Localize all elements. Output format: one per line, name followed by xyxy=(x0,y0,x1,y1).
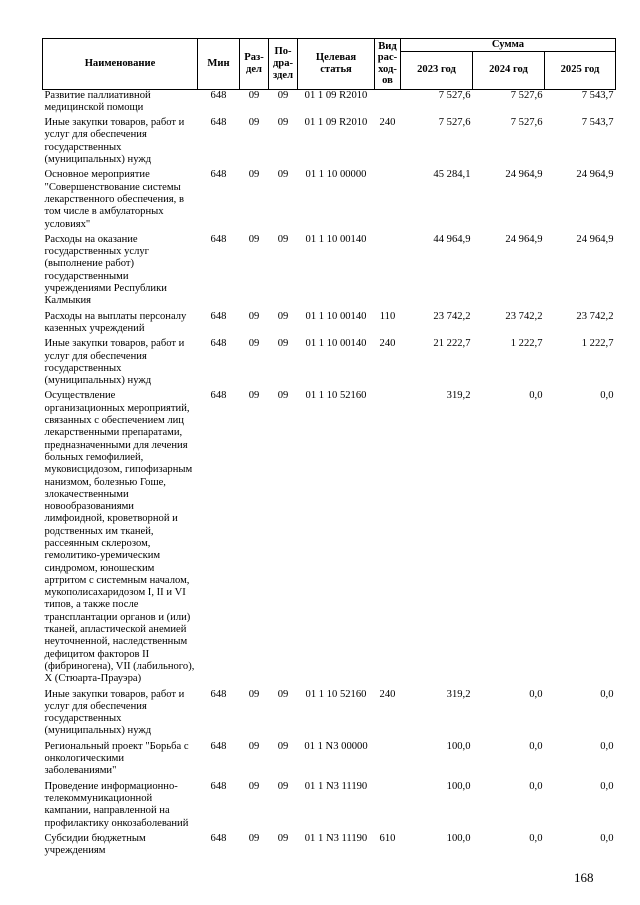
cell-2025: 23 742,2 xyxy=(576,310,614,322)
cell-2024: 1 222,7 xyxy=(510,338,543,350)
cell-vid: 610 xyxy=(379,832,396,844)
cell-article: 01 1 09 R2010 xyxy=(304,89,368,101)
cell-razdel: 09 xyxy=(248,89,260,101)
cell-min: 648 xyxy=(210,233,227,245)
cell-2025: 0,0 xyxy=(600,832,614,844)
cell-podrazdel: 09 xyxy=(277,688,289,700)
table-row xyxy=(43,833,616,861)
cell-razdel: 09 xyxy=(248,169,260,181)
table-body xyxy=(43,89,616,860)
cell-podrazdel: 09 xyxy=(277,740,289,752)
cell-min: 648 xyxy=(210,338,227,350)
cell-name: Иные закупки товаров, работ и услуг для обеспечения государственных (муниципальных) нужд xyxy=(44,117,185,166)
cell-name: Расходы на оказание государственных услуг (выполнение работ) государственными учреждениями Республики Калмыкия xyxy=(44,233,167,307)
cell-2024: 0,0 xyxy=(529,740,543,752)
cell-min: 648 xyxy=(210,117,227,129)
cell-min: 648 xyxy=(210,740,227,752)
cell-vid: 240 xyxy=(379,338,396,350)
cell-razdel: 09 xyxy=(248,338,260,350)
table-row xyxy=(43,234,616,311)
cell-podrazdel: 09 xyxy=(277,310,289,322)
header-year-2024: 2024 год xyxy=(473,51,545,89)
cell-name: Проведение информационно-телекоммуникационной кампании, направленной на профилактику онкозаболеваний xyxy=(44,780,189,829)
header-year-2023: 2023 год xyxy=(401,51,473,89)
header-year-2025: 2025 год xyxy=(545,51,616,89)
cell-2025: 7 543,7 xyxy=(581,117,614,129)
cell-vid xyxy=(375,89,401,117)
cell-name: Региональный проект "Борьба с онкологическими заболеваниями" xyxy=(44,740,189,777)
cell-2023: 21 222,7 xyxy=(433,338,471,350)
cell-name: Расходы на выплаты персоналу казенных учреждений xyxy=(44,310,187,334)
cell-vid: 110 xyxy=(379,310,396,322)
cell-article: 01 1 10 00000 xyxy=(305,169,367,181)
cell-razdel: 09 xyxy=(248,117,260,129)
cell-2023: 44 964,9 xyxy=(433,233,471,245)
header-sum: Сумма xyxy=(401,39,616,52)
budget-table xyxy=(42,38,616,860)
table-row xyxy=(43,781,616,833)
cell-article: 01 1 09 R2010 xyxy=(304,117,368,129)
table-row xyxy=(43,390,616,688)
cell-2023: 100,0 xyxy=(446,832,471,844)
cell-2023: 100,0 xyxy=(446,780,471,792)
cell-name: Основное мероприятие "Совершенствование системы лекарственного обеспечения, в том числе в амбулаторных условиях" xyxy=(44,169,184,230)
table-row xyxy=(43,169,616,233)
header-vid: Вид расходов xyxy=(375,39,401,90)
cell-2023: 319,2 xyxy=(446,688,471,700)
cell-2024: 7 527,6 xyxy=(510,117,543,129)
cell-razdel: 09 xyxy=(248,780,260,792)
cell-podrazdel: 09 xyxy=(277,117,289,129)
cell-min: 648 xyxy=(210,169,227,181)
cell-2025: 1 222,7 xyxy=(581,338,614,350)
cell-min: 648 xyxy=(210,89,227,101)
cell-min: 648 xyxy=(210,390,227,402)
cell-vid xyxy=(375,169,401,233)
cell-article: 01 1 N3 11190 xyxy=(304,780,368,792)
cell-2025: 7 543,7 xyxy=(581,89,614,101)
table-row xyxy=(43,117,616,169)
cell-razdel: 09 xyxy=(248,310,260,322)
cell-razdel: 09 xyxy=(248,233,260,245)
cell-2024: 24 964,9 xyxy=(505,233,543,245)
table-row xyxy=(43,89,616,117)
table-row xyxy=(43,689,616,741)
cell-2024: 0,0 xyxy=(529,780,543,792)
cell-2025: 0,0 xyxy=(600,740,614,752)
cell-2025: 0,0 xyxy=(600,780,614,792)
header-razdel: Раздел xyxy=(240,39,269,90)
table-row xyxy=(43,741,616,781)
cell-razdel: 09 xyxy=(248,390,260,402)
cell-vid: 240 xyxy=(379,688,396,700)
cell-podrazdel: 09 xyxy=(277,233,289,245)
cell-2024: 0,0 xyxy=(529,832,543,844)
cell-article: 01 1 N3 11190 xyxy=(304,832,368,844)
cell-2025: 24 964,9 xyxy=(576,233,614,245)
cell-name: Иные закупки товаров, работ и услуг для обеспечения государственных (муниципальных) нужд xyxy=(44,338,185,387)
cell-name: Развитие паллиативной медицинской помощи xyxy=(44,89,151,113)
cell-name: Субсидии бюджетным учреждениям xyxy=(44,832,146,857)
cell-name: Осуществление организационных мероприятий, связанных с обеспечением лиц лекарственными препаратами, предназначенными для лечения больных гемофилией, муковисцидозом, гипофизарным нанизмом, болезнью Гоше, злокачественными новообразованиями лимфоидной, кроветворной и родственных им тканей, рассеянным склерозом, гемолитико-уремическим синдромом, юношеским артритом с системным началом, мукополисахаридозом I, II и VI типов, а также после трансплантации органов и (или) тканей, апластической анемией неуточненной, наследственным дефицитом факторов II (фибриногена), VII (лабильного), X (Стюарта-Прауэра) xyxy=(44,390,195,685)
header-name: Наименование xyxy=(43,39,198,90)
cell-2024: 0,0 xyxy=(529,390,543,402)
cell-article: 01 1 N3 00000 xyxy=(304,740,368,752)
cell-podrazdel: 09 xyxy=(277,89,289,101)
cell-razdel: 09 xyxy=(248,740,260,752)
cell-podrazdel: 09 xyxy=(277,390,289,402)
cell-article: 01 1 10 52160 xyxy=(305,688,367,700)
cell-min: 648 xyxy=(210,780,227,792)
cell-2025: 24 964,9 xyxy=(576,169,614,181)
table-header xyxy=(43,39,616,90)
cell-2025: 0,0 xyxy=(600,688,614,700)
cell-min: 648 xyxy=(210,688,227,700)
cell-podrazdel: 09 xyxy=(277,832,289,844)
table-row xyxy=(43,338,616,390)
cell-2023: 319,2 xyxy=(446,390,471,402)
cell-2024: 7 527,6 xyxy=(510,89,543,101)
cell-vid xyxy=(375,234,401,311)
cell-vid xyxy=(375,390,401,688)
cell-podrazdel: 09 xyxy=(277,169,289,181)
header-podrazdel: Подраздел xyxy=(269,39,298,90)
cell-2023: 23 742,2 xyxy=(433,310,471,322)
cell-razdel: 09 xyxy=(248,688,260,700)
header-min: Мин xyxy=(198,39,240,90)
cell-2023: 7 527,6 xyxy=(438,89,471,101)
cell-2024: 0,0 xyxy=(529,688,543,700)
cell-2023: 100,0 xyxy=(446,740,471,752)
cell-2023: 45 284,1 xyxy=(433,169,471,181)
cell-vid xyxy=(375,781,401,833)
cell-vid xyxy=(375,741,401,781)
table-row xyxy=(43,311,616,339)
cell-2024: 23 742,2 xyxy=(505,310,543,322)
cell-razdel: 09 xyxy=(248,832,260,844)
cell-vid: 240 xyxy=(379,117,396,129)
cell-name: Иные закупки товаров, работ и услуг для обеспечения государственных (муниципальных) нужд xyxy=(44,688,185,737)
cell-podrazdel: 09 xyxy=(277,780,289,792)
cell-2023: 7 527,6 xyxy=(438,117,471,129)
cell-2024: 24 964,9 xyxy=(505,169,543,181)
cell-min: 648 xyxy=(210,310,227,322)
cell-article: 01 1 10 00140 xyxy=(305,233,367,245)
cell-article: 01 1 10 00140 xyxy=(305,310,367,322)
page-number: 168 xyxy=(574,870,594,885)
cell-podrazdel: 09 xyxy=(277,338,289,350)
cell-article: 01 1 10 52160 xyxy=(305,390,367,402)
header-article: Целевая статья xyxy=(298,39,375,90)
cell-min: 648 xyxy=(210,832,227,844)
cell-2025: 0,0 xyxy=(600,390,614,402)
cell-article: 01 1 10 00140 xyxy=(305,338,367,350)
